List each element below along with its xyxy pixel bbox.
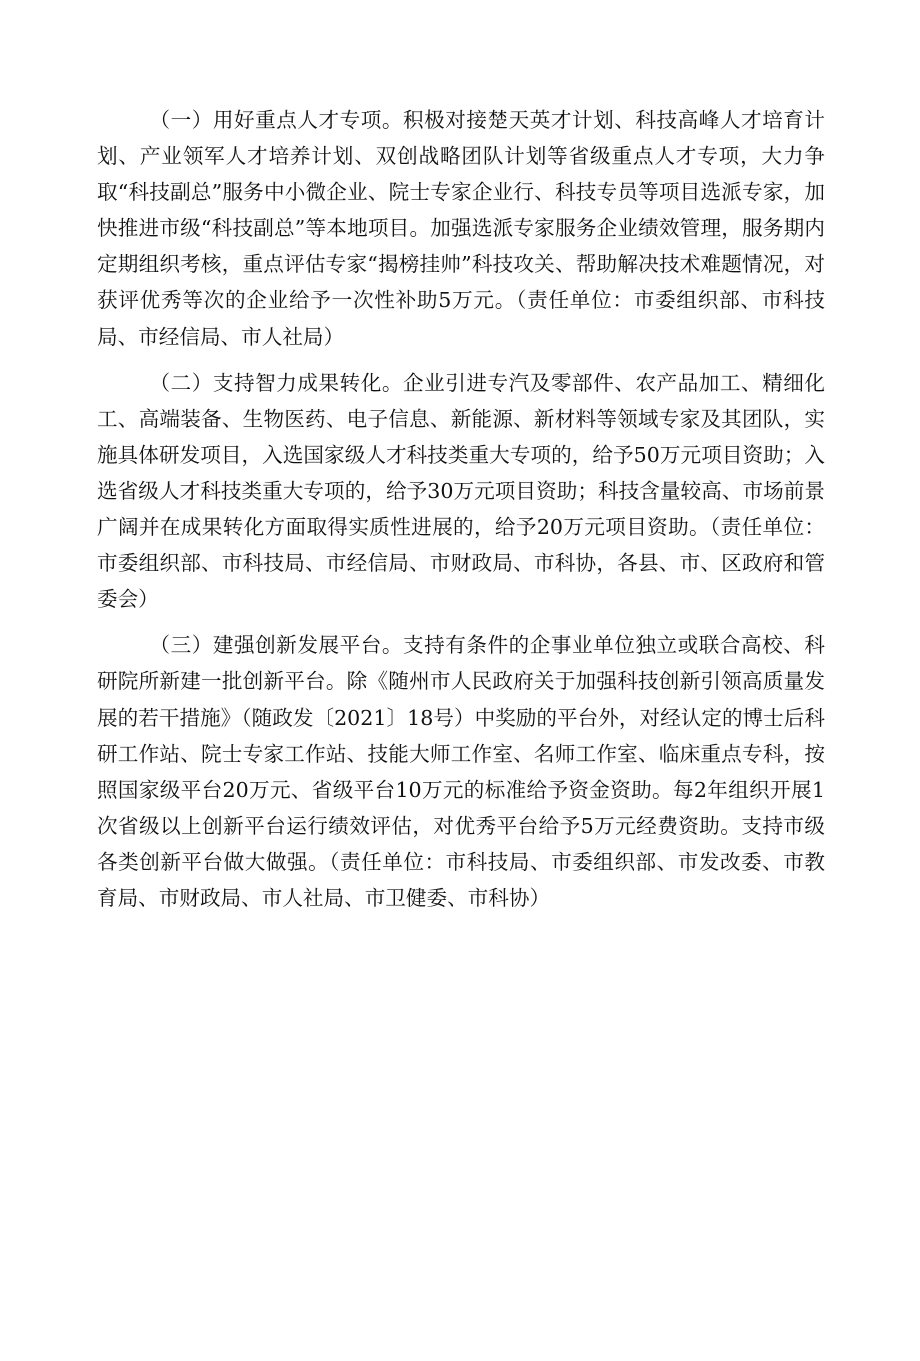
paragraph-achievement-transfer: （二）支持智力成果转化。企业引进专汽及零部件、农产品加工、精细化工、高端装备、生物医药、电子信息、新能源、新材料等领域专家及其团队，实施具体研发项目，入选国家级人才科技类重大专项的，给予50万元项目资助；入选省级人才科技类重大专项的，给予30万元项目资助；科技含量较高、市场前景广阔并在成果转化方面取得实质性进展的，给予20万元项目资助。（责任单位：市委组织部、市科技局、市经信局、市财政局、市科协，各县、市、区政府和管委会） — [97, 370, 825, 612]
document-body — [97, 102, 825, 926]
paragraph-innovation-platforms: （三）建强创新发展平台。支持有条件的企事业单位独立或联合高校、科研院所新建一批创新平台。除《随州市人民政府关于加强科技创新引领高质量发展的若干措施》（随政发〔2021〕18号）中奖励的平台外，对经认定的博士后科研工作站、院士专家工作站、技能大师工作室、名师工作室、临床重点专科，按照国家级平台20万元、省级平台10万元的标准给予资金资助。每2年组织开展1次省级以上创新平台运行绩效评估，对优秀平台给予5万元经费资助。支持市级各类创新平台做大做强。（责任单位：市科技局、市委组织部、市发改委、市教育局、市财政局、市人社局、市卫健委、市科协） — [97, 633, 825, 910]
paragraph-talent-programs: （一）用好重点人才专项。积极对接楚天英才计划、科技高峰人才培育计划、产业领军人才培养计划、双创战略团队计划等省级重点人才专项，大力争取“科技副总”服务中小微企业、院士专家企业行、科技专员等项目选派专家，加快推进市级“科技副总”等本地项目。加强选派专家服务企业绩效管理，服务期内定期组织考核，重点评估专家“揭榜挂帅”科技攻关、帮助解决技术难题情况，对获评优秀等次的企业给予一次性补助5万元。（责任单位：市委组织部、市科技局、市经信局、市人社局） — [97, 108, 825, 349]
